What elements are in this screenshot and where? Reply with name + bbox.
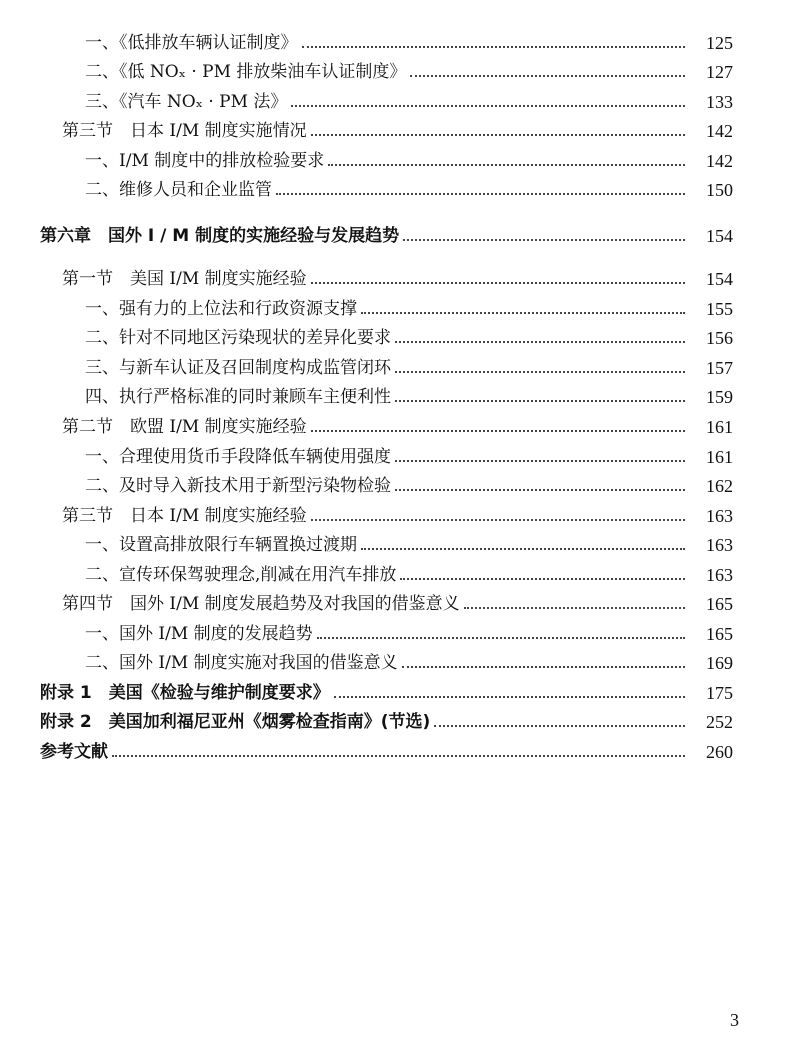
toc-entry-page: 127: [706, 62, 733, 82]
dot-leader: [334, 695, 685, 698]
toc-entry-page: 252: [706, 712, 733, 732]
toc-entry-title: 第一节 美国 I/M 制度实施经验: [62, 269, 307, 289]
toc-section-entry: [0, 503, 790, 529]
dot-leader: [311, 429, 685, 432]
dot-leader: [361, 311, 685, 314]
toc-item-entry: [0, 59, 790, 85]
dot-leader: [400, 577, 685, 580]
dot-leader: [395, 370, 685, 373]
dot-leader: [395, 459, 685, 462]
toc-item-entry: [0, 473, 790, 499]
toc-section-entry: [0, 266, 790, 292]
toc-entry-page: 165: [706, 624, 733, 644]
toc-item-entry: [0, 89, 790, 115]
toc-entry-page: 142: [706, 151, 733, 171]
dot-leader: [311, 281, 685, 284]
dot-leader: [311, 133, 685, 136]
dot-leader: [291, 104, 685, 107]
page-number: 3: [730, 1010, 739, 1030]
toc-item-entry: [0, 325, 790, 351]
toc-entry-page: 175: [706, 683, 733, 703]
toc-item-entry: [0, 148, 790, 174]
toc-entry-page: 154: [706, 269, 733, 289]
toc-entry-title: 二、《低 NOₓ · PM 排放柴油车认证制度》: [85, 62, 407, 82]
dot-leader: [395, 488, 685, 491]
toc-entry-page: 150: [706, 180, 733, 200]
toc-item-entry: [0, 562, 790, 588]
toc-entry-page: 157: [706, 358, 733, 378]
toc-entry-page: 125: [706, 33, 733, 53]
dot-leader: [434, 724, 685, 727]
dot-leader: [361, 547, 685, 550]
toc-item-entry: [0, 384, 790, 410]
toc-entry-page: 154: [706, 226, 733, 246]
toc-entry-title: 四、执行严格标准的同时兼顾车主便利性: [85, 387, 391, 407]
toc-entry-page: 155: [706, 299, 733, 319]
toc-entry-page: 162: [706, 476, 733, 496]
toc-item-entry: [0, 355, 790, 381]
toc-entry-title: 二、国外 I/M 制度实施对我国的借鉴意义: [85, 653, 398, 673]
toc-entry-page: 163: [706, 565, 733, 585]
toc-entry-title: 第六章 国外 I / M 制度的实施经验与发展趋势: [40, 226, 400, 246]
toc-entry-page: 163: [706, 535, 733, 555]
toc-item-entry: [0, 650, 790, 676]
toc-entry-title: 三、《汽车 NOₓ · PM 法》: [85, 92, 288, 112]
toc-entry-title: 附录 2 美国加利福尼亚州《烟雾检查指南》(节选): [40, 712, 431, 732]
toc-chapter-entry: [0, 709, 790, 735]
toc-chapter-entry: [0, 739, 790, 765]
toc-entry-page: 142: [706, 121, 733, 141]
toc-chapter-entry: [0, 223, 790, 249]
toc-entry-title: 三、与新车认证及召回制度构成监管闭环: [85, 358, 391, 378]
toc-section-entry: [0, 118, 790, 144]
toc-item-entry: [0, 177, 790, 203]
toc-section-entry: [0, 414, 790, 440]
toc-entry-page: 169: [706, 653, 733, 673]
dot-leader: [403, 238, 685, 241]
dot-leader: [328, 163, 685, 166]
dot-leader: [302, 45, 686, 48]
toc-entry-title: 二、及时导入新技术用于新型污染物检验: [85, 476, 391, 496]
toc-entry-page: 165: [706, 594, 733, 614]
toc-entry-page: 156: [706, 328, 733, 348]
toc-entry-title: 二、维修人员和企业监管: [85, 180, 272, 200]
dot-leader: [276, 192, 685, 195]
toc-entry-page: 260: [706, 742, 733, 762]
toc-entry-title: 一、国外 I/M 制度的发展趋势: [85, 624, 313, 644]
toc-entry-title: 二、宣传环保驾驶理念,削减在用汽车排放: [85, 565, 397, 585]
toc-entry-title: 第三节 日本 I/M 制度实施经验: [62, 506, 307, 526]
toc-entry-title: 第四节 国外 I/M 制度发展趋势及对我国的借鉴意义: [62, 594, 460, 614]
toc-item-entry: [0, 444, 790, 470]
toc-item-entry: [0, 296, 790, 322]
dot-leader: [464, 606, 685, 609]
toc-chapter-entry: [0, 680, 790, 706]
toc-entry-title: 第三节 日本 I/M 制度实施情况: [62, 121, 307, 141]
toc-entry-page: 163: [706, 506, 733, 526]
toc-entry-page: 133: [706, 92, 733, 112]
dot-leader: [402, 665, 685, 668]
dot-leader: [410, 74, 685, 77]
toc-entry-title: 一、强有力的上位法和行政资源支撑: [85, 299, 357, 319]
toc-entry-page: 161: [706, 447, 733, 467]
toc-item-entry: [0, 30, 790, 56]
toc-entry-title: 第二节 欧盟 I/M 制度实施经验: [62, 417, 307, 437]
toc-item-entry: [0, 532, 790, 558]
toc-section-entry: [0, 591, 790, 617]
dot-leader: [395, 340, 685, 343]
dot-leader: [317, 636, 685, 639]
toc-entry-title: 参考文献: [40, 742, 108, 762]
dot-leader: [395, 399, 685, 402]
toc-entry-page: 159: [706, 387, 733, 407]
toc-entry-title: 一、《低排放车辆认证制度》: [85, 33, 298, 53]
dot-leader: [112, 754, 685, 757]
toc-entry-title: 一、设置高排放限行车辆置换过渡期: [85, 535, 357, 555]
dot-leader: [311, 518, 685, 521]
toc-item-entry: [0, 621, 790, 647]
toc-entry-page: 161: [706, 417, 733, 437]
toc-entry-title: 一、合理使用货币手段降低车辆使用强度: [85, 447, 391, 467]
toc-entry-title: 二、针对不同地区污染现状的差异化要求: [85, 328, 391, 348]
toc-entry-title: 一、I/M 制度中的排放检验要求: [85, 151, 325, 171]
toc-entry-title: 附录 1 美国《检验与维护制度要求》: [40, 683, 330, 703]
